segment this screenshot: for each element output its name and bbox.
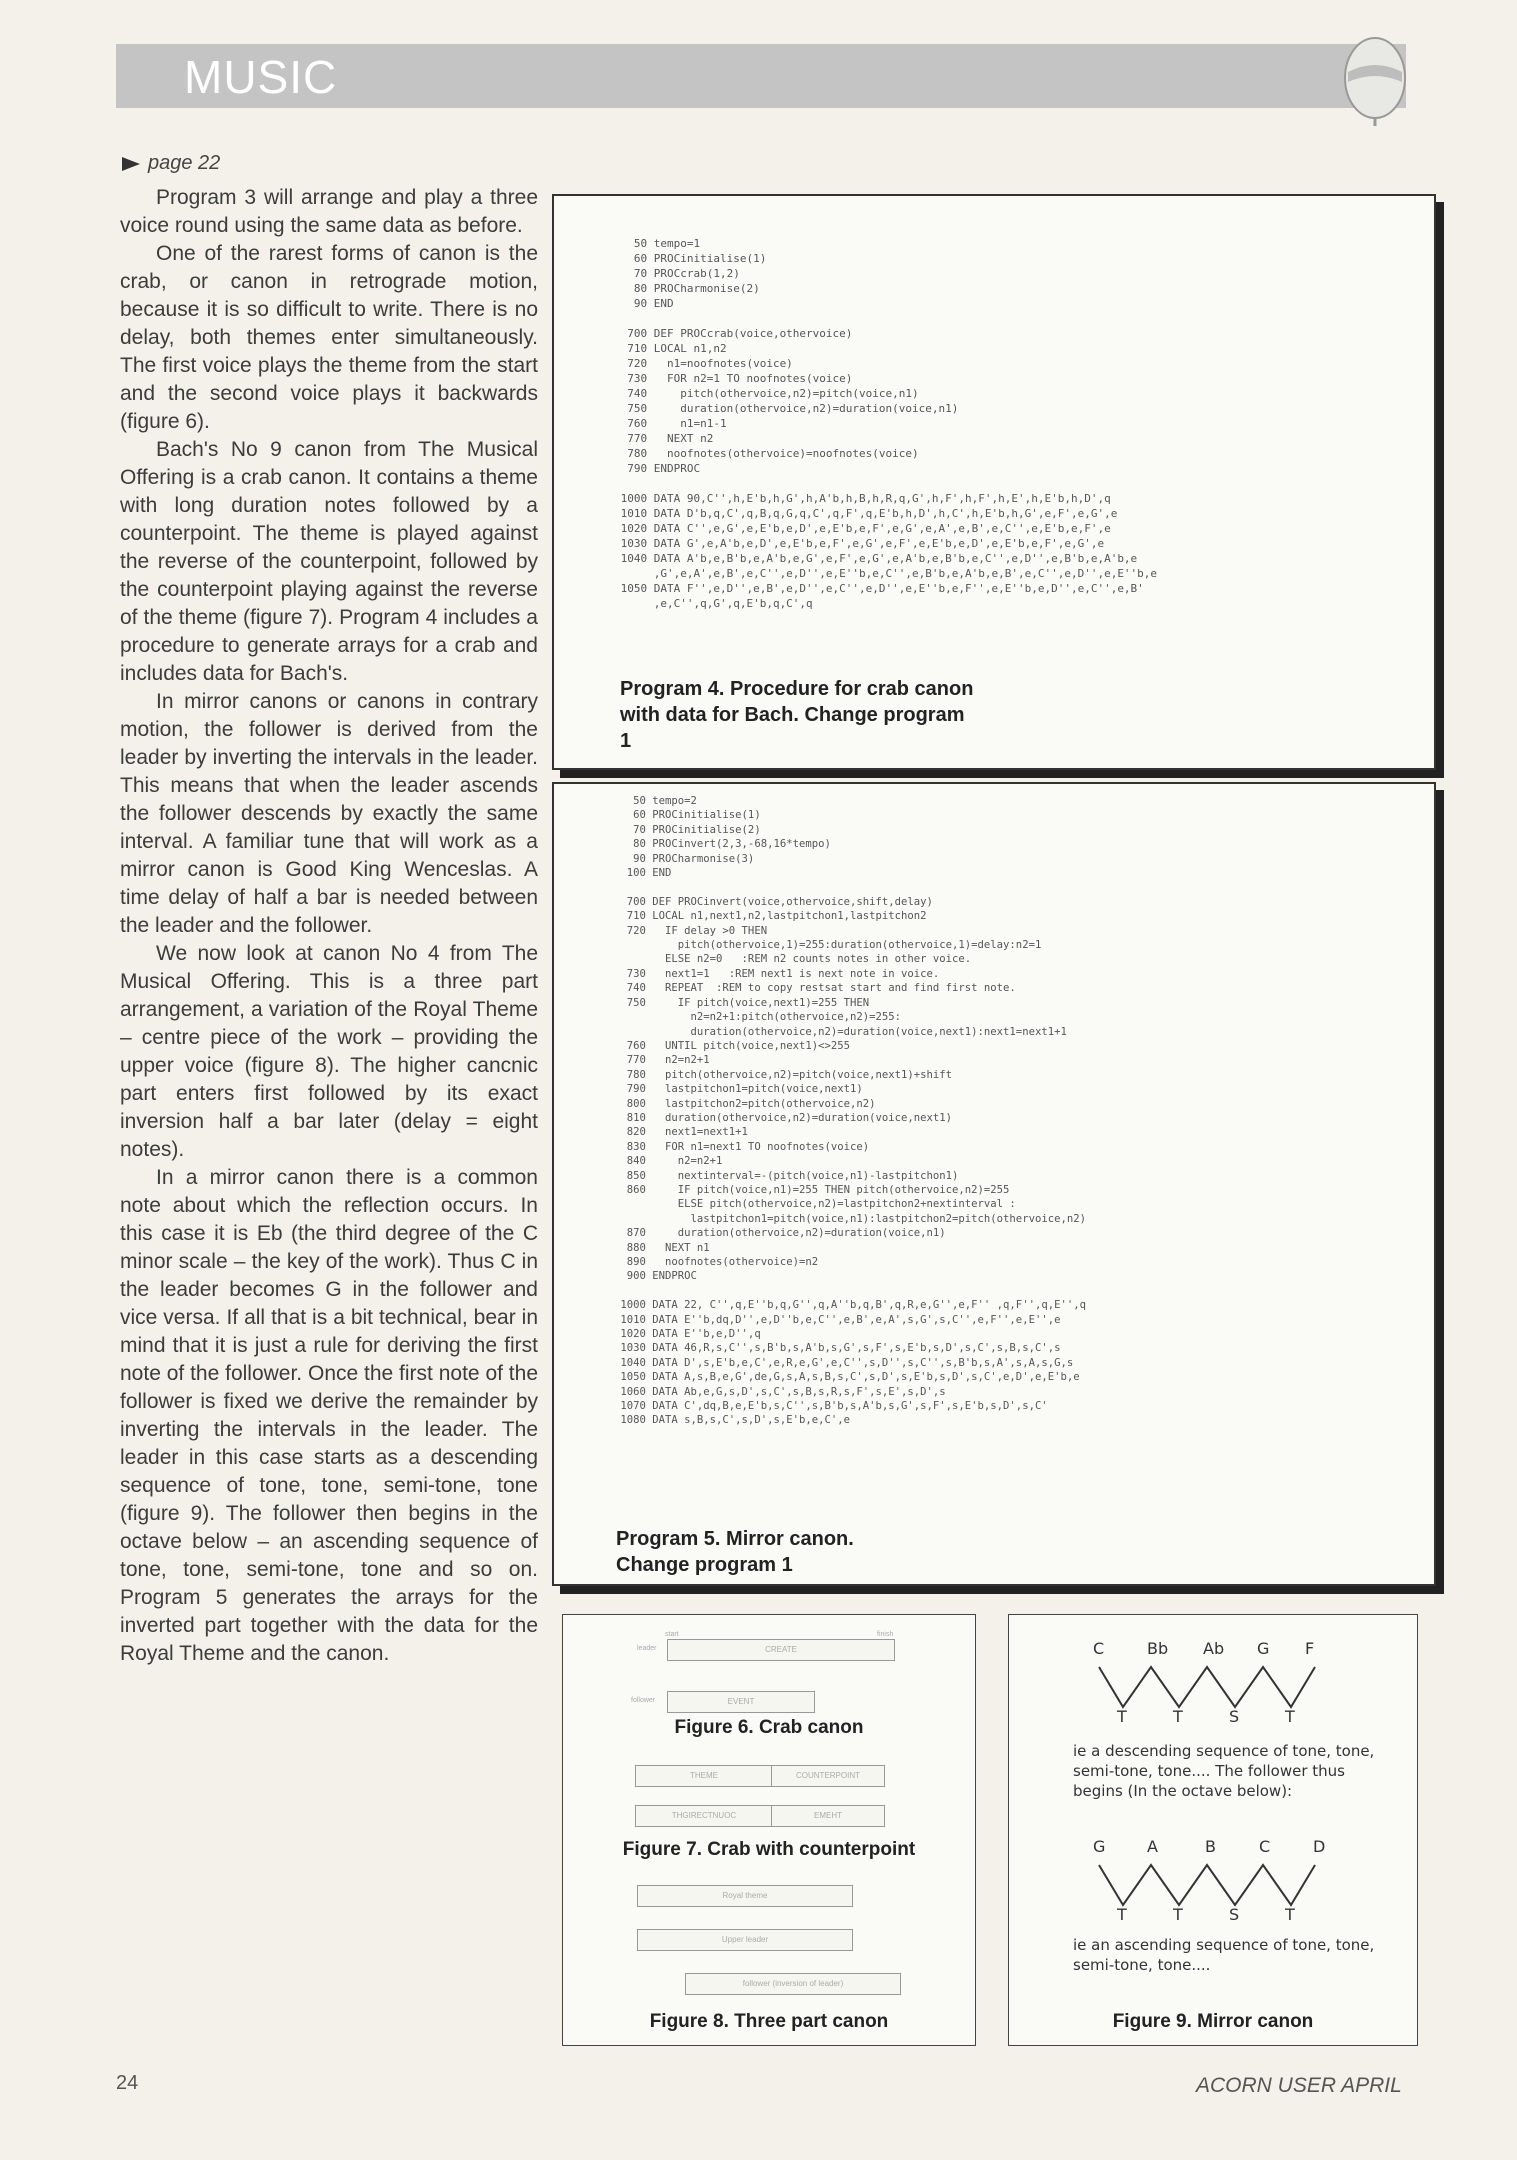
page-reference-text: page 22 <box>148 152 221 174</box>
figure-9-ascending-zigzag <box>1093 1863 1323 1909</box>
note-label: C <box>1259 1837 1271 1856</box>
note-label: B <box>1205 1837 1216 1856</box>
paragraph: In mirror canons or canons in contrary motion, the follower is derived from the leader by inverting the intervals in the leader. This means that when the leader ascends the follower descends by exactly the same interval. A familiar tune that will work as a mirror canon is Good King Wenceslas. A time delay of half a bar is needed between the leader and the follower. <box>120 690 538 937</box>
figure-7-reverse-counterpoint-bar: THGIRECTNUOC <box>635 1805 773 1827</box>
figures-6-8-box <box>562 1614 976 2046</box>
step-label: T <box>1285 1905 1295 1924</box>
program-5-code: 50 tempo=2 60 PROCinitialise(1) 70 PROCinitialise(2) 80 PROCinvert(2,3,-68,16*tempo) 90 PROCharmonise(3) 100 END 700 DEF PROCinvert(voice,othervoice,shift,delay) 710 LOCAL n1,next1,n2,lastpitchon1,lastpitchon2 720 IF delay >0 THEN pitch(othervoice,1)=255:duration(othervoice,1)=delay:n2=1 ELSE n2=0 :REM n2 counts notes in other voice. 730 next1=1 :REM next1 is next note in voice. 740 REPEAT :REM to copy restsat start and find first note. 750 IF pitch(voice,next1)=255 THEN n2=n2+1:pitch(othervoice,n2)=255: duration(othervoice,n2)=duration(voice,next1):next1=next1+1 760 UNTIL pitch(voice,next1)<>255 770 n2=n2+1 780 pitch(othervoice,n2)=pitch(voice,next1)+shift 790 lastpitchon1=pitch(voice,next1) 800 lastpitchon2=pitch(othervoice,n2) 810 duration(othervoice,n2)=duration(voice,next1) 820 next1=next1+1 830 FOR n1=next1 TO noofnotes(voice) 840 n2=n2+1 850 nextinterval=-(pitch(voice,n1)-lastpitchon1) 860 IF pitch(voice,n1)=255 THEN pitch(othervoice,n2)=255 ELSE pitch(othervoice,n2)=lastpitchon2+nextinterval : lastpitchon1=pitch(voice,n1):lastpitchon2=pitch(othervoice,n2) 870 duration(othervoice,n2)=duration(voice,n1) 880 NEXT n1 890 noofnotes(othervoice)=n2 900 ENDPROC 1000 DATA 22, C'',q,E''b,q,G'',q,A''b,q,B',q,R,e,G'',e,F'' ,q,F'',q,E'',q 1010 DATA E''b,dq,D'',e,D''b,e,C'',e,B',e,A',s,G',s,C'',e,F'',e,E'',e 1020 DATA E''b,e,D'',q 1030 DATA 46,R,s,C'',s,B'b,s,A'b,s,G',s,F',s,E'b,s,D',s,C',s,B,s,C',s 1040 DATA D',s,E'b,e,C',e,R,e,G',e,C'',s,D'',s,C'',s,B'b,s,A',s,A,s,G,s 1050 DATA A,s,B,e,G',de,G,s,A,s,B,s,C',s,D',s,E'b,s,D',s,C',e,D',e,E'b,e 1060 DATA Ab,e,G,s,D',s,C',s,B,s,R,s,F',s,E',s,D',s 1070 DATA C',dq,B,e,E'b,s,C'',s,B'b,s,A'b,s,G',s,F',s,E'b,s,D',s,C' 1080 DATA s,B,s,C',s,D',s,E'b,e,C',e <box>620 795 1086 1427</box>
program-4-caption: Program 4. Procedure for crab canon with data for Bach. Change program 1 <box>620 678 974 752</box>
figure-8-label: Figure 8. Three part canon <box>649 2011 889 2032</box>
article-body <box>120 184 538 1668</box>
acorn-logo-icon <box>1340 30 1410 126</box>
figure-9-descending-zigzag <box>1093 1665 1323 1711</box>
note-label: G <box>1257 1639 1270 1658</box>
paragraph: Program 3 will arrange and play a three voice round using the same data as before. <box>120 186 538 237</box>
program-4-code: 50 tempo=1 60 PROCinitialise(1) 70 PROCcrab(1,2) 80 PROCharmonise(2) 90 END 700 DEF PROCcrab(voice,othervoice) 710 LOCAL n1,n2 720 n1=noofnotes(voice) 730 FOR n2=1 TO noofnotes(voice) 740 pitch(othervoice,n2)=pitch(voice,n1) 750 duration(othervoice,n2)=duration(voice,n1) 760 n1=n1-1 770 NEXT n2 780 noofnotes(othervoice)=noofnotes(voice) 790 ENDPROC 1000 DATA 90,C'',h,E'b,h,G',h,A'b,h,B,h,R,q,G',h,F',h,F',h,E',h,E'b,h,D',q 1010 DATA D'b,q,C',q,B,q,G,q,C',q,F',q,E'b,h,D',h,C',h,E'b,h,G',e,F',e,G',e 1020 DATA C'',e,G',e,E'b,e,D',e,E'b,e,F',e,G',e,A',e,B',e,C'',e,E'b,e,F',e 1030 DATA G',e,A'b,e,D',e,E'b,e,F',e,G',e,F',e,E'b,e,D',e,E'b,e,F',e,G',e 1040 DATA A'b,e,B'b,e,A'b,e,G',e,F',e,G',e,A'b,e,B'b,e,C'',e,D'',e,B'b,e,A'b,e ,G',e,A',e,B',e,C'',e,D'',e,E''b,e,C'',e,B'b,e,A'b,e,B',e,C'',e,D'',e,E''b,e 1050 DATA F'',e,D'',e,B',e,D'',e,C'',e,D'',e,E''b,e,F'',e,E''b,e,D'',e,C'',e,B' ,e,C'',q,G',q,E'b,q,C',q <box>620 237 1158 610</box>
step-label: T <box>1173 1707 1183 1726</box>
note-label: Bb <box>1147 1639 1169 1658</box>
page-number: 24 <box>116 2072 139 2094</box>
figure-6-follower-tag: follower <box>631 1697 656 1704</box>
figure-7-theme-bar: THEME <box>635 1765 773 1787</box>
paragraph: In a mirror canon there is a common note about which the reflection occurs. In this case it is Eb (the third degree of the C minor scale – the key of the work). Thus C in the leader becomes G in the follower and vice versa. If all that is a bit technical, bear in mind that it is just a rule for deriving the first note of the follower. Once the first note of the follower is fixed we derive the remainder by inverting the intervals in the leader. The leader in this case starts as a descending sequence of tone, tone, semi-tone, tone (figure 9). The follower then begins in the octave below – an ascending sequence of tone, tone, semi-tone, tone and so on. Program 5 generates the arrays for the inverted part together with the data for the Royal Theme and the canon. <box>120 1166 538 1665</box>
figure-9-bottom-note-text: ie an ascending sequence of tone, tone, semi-tone, tone.... <box>1073 1936 1375 1974</box>
figure-8-follower-bar: follower (inversion of leader) <box>685 1973 901 1995</box>
note-label: C <box>1093 1639 1105 1658</box>
note-label: D <box>1313 1837 1326 1856</box>
note-label: G <box>1093 1837 1106 1856</box>
paragraph: Bach's No 9 canon from The Musical Offering is a crab canon. It contains a theme with long duration notes followed by a counterpoint. The theme is played against the reverse of the counterpoint, followed by the counterpoint playing against the reverse of the theme (figure 7). Program 4 includes a procedure to generate arrays for a crab and includes data for Bach's. <box>120 438 538 685</box>
figure-6-leader-bar: CREATE <box>667 1639 895 1661</box>
figure-6-end-tick: finish <box>877 1631 894 1638</box>
section-title: MUSIC <box>184 51 338 103</box>
figure-9-box <box>1008 1614 1418 2046</box>
figure-7-counterpoint-bar: COUNTERPOINT <box>771 1765 885 1787</box>
step-label: T <box>1117 1905 1127 1924</box>
figure-6-follower-bar: EVENT <box>667 1691 815 1713</box>
step-label: S <box>1229 1905 1240 1924</box>
figure-8-royal-theme-bar: Royal theme <box>637 1885 853 1907</box>
arrow-right-icon <box>122 157 140 171</box>
figure-6-start-tick: start <box>665 1631 679 1638</box>
page-reference <box>122 152 220 175</box>
figure-9-top-note-text: ie a descending sequence of tone, tone, semi-tone, tone.... The follower thus begins (In the octave below): <box>1073 1742 1375 1800</box>
step-label: S <box>1229 1707 1240 1726</box>
section-banner <box>116 44 1406 108</box>
note-label: Ab <box>1203 1639 1225 1658</box>
magazine-footer: ACORN USER APRIL <box>1196 2074 1402 2097</box>
note-label: F <box>1305 1639 1315 1658</box>
program-4-panel <box>552 194 1436 770</box>
figure-7-reverse-theme-bar: EMEHT <box>771 1805 885 1827</box>
program-5-caption: Program 5. Mirror canon. Change program 1 <box>616 1528 854 1576</box>
step-label: T <box>1117 1707 1127 1726</box>
paragraph: We now look at canon No 4 from The Musical Offering. This is a three part arrangement, a variation of the Royal Theme – centre piece of the work – providing the upper voice (figure 8). The higher cancnic part enters first followed by its exact inversion half a bar later (delay = eight notes). <box>120 942 538 1161</box>
figure-6-label: Figure 6. Crab canon <box>674 1717 864 1738</box>
figure-7-label: Figure 7. Crab with counterpoint <box>622 1839 916 1860</box>
step-label: T <box>1285 1707 1295 1726</box>
figure-8-upper-leader-bar: Upper leader <box>637 1929 853 1951</box>
note-label: A <box>1147 1837 1158 1856</box>
figure-9-label: Figure 9. Mirror canon <box>1112 2011 1314 2032</box>
paragraph: One of the rarest forms of canon is the crab, or canon in retrograde motion, because it is so difficult to write. There is no delay, both themes enter simultaneously. The first voice plays the theme from the start and the second voice plays it backwards (figure 6). <box>120 242 538 433</box>
step-label: T <box>1173 1905 1183 1924</box>
program-5-panel <box>552 782 1436 1586</box>
figure-6-leader-tag: leader <box>637 1645 657 1652</box>
